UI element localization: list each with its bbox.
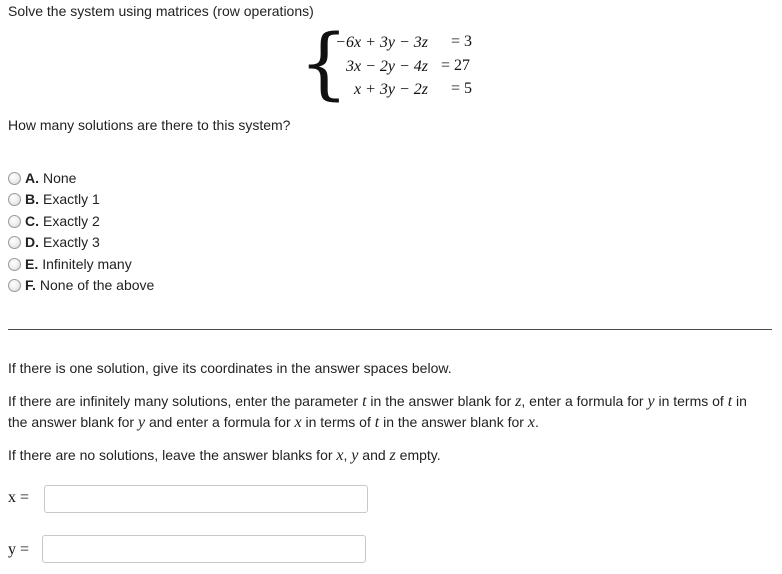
system-brace: { [299,19,349,109]
option-c[interactable] [8,211,100,231]
option-letter: F. [25,277,36,293]
option-letter: E. [25,256,39,272]
option-letter: B. [25,191,39,207]
option-text: Exactly 1 [43,191,100,207]
question-title: Solve the system using matrices (row operations) [8,3,314,19]
y-answer-label: y = [8,541,30,558]
option-text: None [43,170,77,186]
equation-1-rhs: = 3 [451,33,473,50]
option-letter: C. [25,213,39,229]
option-b[interactable] [8,189,100,209]
equation-3-lhs: x + 3y − 2z [353,81,428,98]
radio-button[interactable] [8,193,21,206]
equation-3-rhs: = 5 [451,80,473,97]
y-answer-field[interactable] [42,535,366,563]
instruction-infinite-solutions: If there are infinitely many solutions, enter the parameter t in the answer blank for z, enter a formula for y in terms of t in the answer blank for y and enter a formula for x in terms of t in the answer blank for x. [8,393,747,431]
radio-button[interactable] [8,279,21,292]
option-letter: A. [25,170,39,186]
option-d[interactable] [8,232,100,252]
option-text: Infinitely many [42,256,132,272]
radio-button[interactable] [8,172,21,185]
option-f[interactable] [8,275,154,295]
radio-button[interactable] [8,236,21,249]
equation-2-lhs: 3x − 2y − 4z [345,58,428,75]
radio-button[interactable] [8,258,21,271]
option-a[interactable] [8,168,76,188]
x-answer-field[interactable] [44,485,368,513]
instruction-no-solutions: If there are no solutions, leave the answer blanks for x, y and z empty. [8,447,441,464]
option-text: None of the above [39,277,155,293]
section-divider [8,329,772,330]
option-text: Exactly 2 [43,213,100,229]
option-letter: D. [25,234,39,250]
instruction-one-solution: If there is one solution, give its coordinates in the answer spaces below. [8,360,452,376]
equation-1-lhs: −6x + 3y − 3z [335,34,428,51]
x-answer-label: x = [8,489,30,506]
option-text: Exactly 3 [43,234,100,250]
option-e[interactable] [8,254,132,274]
equation-2-rhs: = 27 [441,57,471,74]
question-prompt: How many solutions are there to this system? [8,117,291,133]
radio-button[interactable] [8,215,21,228]
